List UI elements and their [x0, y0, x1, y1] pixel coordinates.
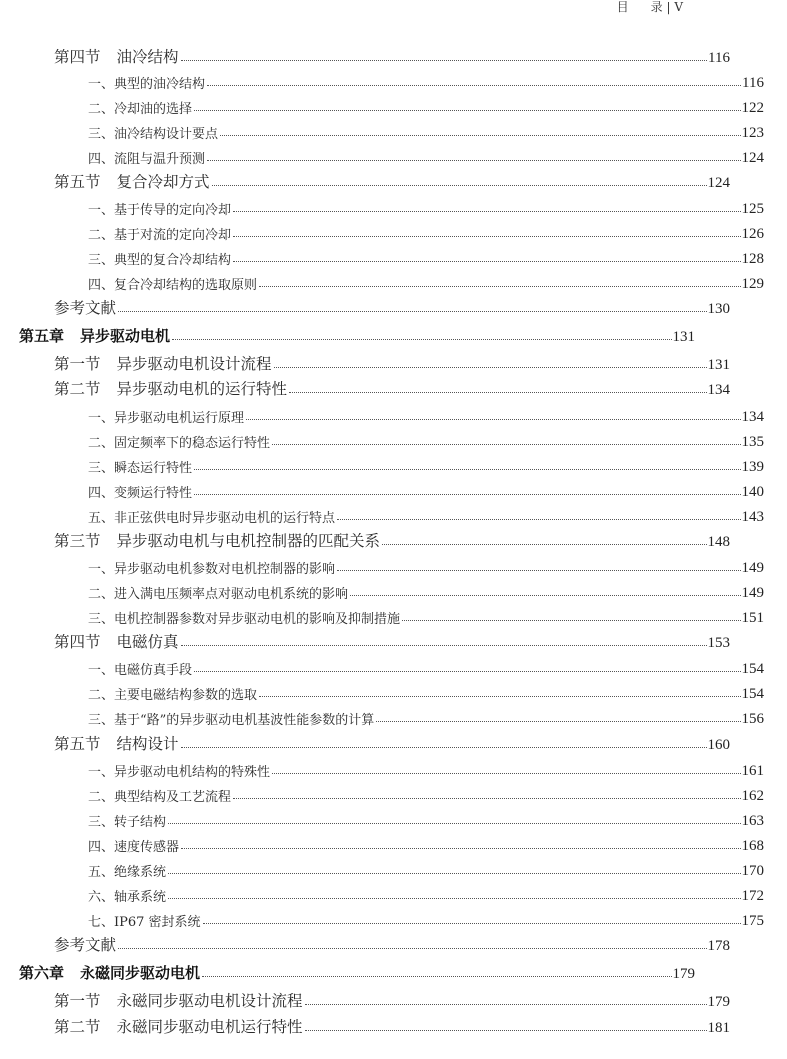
- toc-entry-item[interactable]: [0, 906, 787, 930]
- toc-entry-title: [88, 761, 270, 780]
- toc-entry-page: 153: [707, 635, 730, 651]
- toc-entry-title: [88, 407, 244, 426]
- toc-entry-number: 第五章: [19, 327, 65, 345]
- toc-entry-title: [88, 583, 348, 602]
- dot-leader: [402, 619, 740, 621]
- toc-entry-text: 二、基于对流的定向冷却: [88, 228, 232, 243]
- dot-leader: [233, 210, 740, 212]
- toc-entry-item[interactable]: [0, 781, 787, 805]
- toc-entry-title: [88, 274, 257, 293]
- toc-entry-item[interactable]: [0, 244, 787, 268]
- dot-leader: [259, 285, 740, 287]
- toc-entry-number: 第四节: [54, 48, 101, 66]
- toc-entry-title: [54, 352, 272, 374]
- toc-entry-text: 一、典型的油冷结构: [88, 77, 206, 92]
- dot-leader: [194, 468, 740, 470]
- toc-entry-text: 四、流阻与温升预测: [88, 152, 206, 167]
- dot-leader: [203, 922, 741, 924]
- toc-entry-page: 151: [741, 610, 764, 626]
- toc-entry-section[interactable]: [0, 168, 753, 192]
- toc-entry-title: [88, 886, 166, 905]
- toc-entry-item[interactable]: [0, 654, 787, 678]
- dot-leader: [337, 569, 740, 571]
- toc-entry-title: [54, 529, 380, 551]
- toc-entry-item[interactable]: [0, 269, 787, 293]
- dot-leader: [272, 443, 740, 445]
- toc-entry-text: 六、轴承系统: [88, 890, 167, 905]
- dot-leader: [207, 159, 740, 161]
- dot-leader: [118, 310, 706, 312]
- toc-entry-number: 第一节: [54, 992, 101, 1010]
- toc-entry-page: 134: [707, 382, 730, 398]
- toc-entry-number: 第五节: [54, 735, 101, 753]
- toc-entry-text: 七、IP67 密封系统: [88, 915, 201, 930]
- toc-entry-text: 参考文献: [54, 299, 117, 317]
- toc-entry-item[interactable]: [0, 402, 787, 426]
- toc-entry-page: 154: [741, 686, 764, 702]
- dot-leader: [181, 644, 707, 646]
- toc-entry-section[interactable]: [0, 628, 753, 652]
- dot-leader: [220, 134, 740, 136]
- toc-entry-item[interactable]: [0, 679, 787, 703]
- dot-leader: [168, 872, 740, 874]
- toc-entry-title: [88, 911, 201, 930]
- toc-entry-page: 139: [741, 459, 764, 475]
- toc-entry-title: [54, 732, 179, 754]
- toc-entry-page: 134: [741, 409, 764, 425]
- toc-entry-page: 122: [741, 100, 764, 116]
- toc-entry-page: 129: [741, 276, 764, 292]
- dot-leader: [194, 109, 740, 111]
- toc-entry-page: 124: [741, 150, 764, 166]
- toc-entry-text: 结构设计: [116, 735, 179, 753]
- toc-entry-text: 二、典型结构及工艺流程: [88, 790, 232, 805]
- toc-entry-section[interactable]: [0, 375, 753, 399]
- dot-leader: [212, 184, 707, 186]
- toc-entry-title: [54, 45, 179, 67]
- toc-entry-page: 162: [741, 788, 764, 804]
- toc-entry-text: 三、电机控制器参数对异步驱动电机的影响及抑制措施: [88, 612, 401, 627]
- toc-entry-page: 125: [741, 201, 764, 217]
- toc-entry-text: 四、复合冷却结构的选取原则: [88, 278, 258, 293]
- toc-entry-item[interactable]: [0, 831, 787, 855]
- toc-entry-title: [88, 836, 179, 855]
- toc-entry-text: 二、冷却油的选择: [88, 102, 193, 117]
- dot-leader: [181, 59, 708, 61]
- dot-leader: [181, 746, 707, 748]
- toc-entry-item[interactable]: [0, 553, 787, 577]
- toc-entry-text: 二、进入满电压频率点对驱动电机系统的影响: [88, 587, 349, 602]
- dot-leader: [168, 897, 740, 899]
- toc-entry-chapter[interactable]: [0, 322, 718, 346]
- toc-entry-page: 161: [741, 763, 764, 779]
- toc-entry-title: [54, 630, 179, 652]
- toc-entry-text: 三、转子结构: [88, 815, 167, 830]
- toc-entry-title: [54, 933, 116, 955]
- toc-entry-title: [88, 608, 400, 627]
- dot-leader: [350, 594, 740, 596]
- toc-entry-title: [88, 73, 205, 92]
- toc-entry-page: 135: [741, 434, 764, 450]
- toc-entry-section[interactable]: [0, 987, 753, 1011]
- toc-entry-item[interactable]: [0, 118, 787, 142]
- toc-entry-item[interactable]: [0, 427, 787, 451]
- toc-entry-title: [88, 709, 374, 728]
- toc-entry-item[interactable]: [0, 881, 787, 905]
- toc-entry-title: [88, 811, 166, 830]
- toc-entry-section[interactable]: [0, 294, 753, 318]
- dot-leader: [202, 975, 671, 977]
- toc-entry-text: 一、电磁仿真手段: [88, 663, 193, 678]
- toc-entry-number: 第一节: [54, 355, 101, 373]
- dot-leader: [305, 1029, 707, 1031]
- dot-leader: [305, 1003, 707, 1005]
- toc-entry-item[interactable]: [0, 477, 787, 501]
- toc-entry-item[interactable]: [0, 452, 787, 476]
- dot-leader: [172, 338, 671, 340]
- toc-entry-page: 140: [741, 484, 764, 500]
- toc-entry-page: 175: [741, 913, 764, 929]
- dot-leader: [233, 235, 740, 237]
- toc-entry-page: 156: [741, 711, 764, 727]
- toc-entry-title: [88, 786, 231, 805]
- toc-entry-item[interactable]: [0, 68, 787, 92]
- toc-entry-title: [88, 861, 166, 880]
- toc-entry-page: 128: [741, 251, 764, 267]
- header-right: 录 | V: [650, 0, 683, 14]
- toc-entry-number: 第四节: [54, 633, 101, 651]
- toc-entry-title: [88, 507, 335, 526]
- toc-entry-text: 二、固定频率下的稳态运行特性: [88, 436, 271, 451]
- toc-entry-page: 181: [707, 1020, 730, 1036]
- toc-entry-item[interactable]: [0, 603, 787, 627]
- toc-entry-title: [88, 98, 192, 117]
- toc-entry-text: 永磁同步驱动电机运行特性: [116, 1018, 303, 1036]
- toc-entry-page: 123: [741, 125, 764, 141]
- toc-entry-title: [88, 684, 257, 703]
- toc-entry-item[interactable]: [0, 704, 787, 728]
- toc-entry-text: 参考文献: [54, 936, 117, 954]
- toc-entry-page: 116: [742, 75, 764, 91]
- dot-leader: [181, 847, 740, 849]
- dot-leader: [259, 695, 740, 697]
- toc-entry-text: 五、绝缘系统: [88, 865, 167, 880]
- toc-entry-page: 160: [707, 737, 730, 753]
- toc-entry-title: [54, 170, 210, 192]
- toc-entry-page: 126: [741, 226, 764, 242]
- dot-leader: [246, 418, 740, 420]
- toc-entry-title: [88, 558, 335, 577]
- toc-entry-title: [88, 199, 231, 218]
- dot-leader: [337, 518, 740, 520]
- toc-entry-title: [19, 962, 200, 983]
- dot-leader: [376, 720, 740, 722]
- dot-leader: [272, 772, 740, 774]
- toc-entry-item[interactable]: [0, 143, 787, 167]
- toc-entry-item[interactable]: [0, 806, 787, 830]
- toc-entry-text: 一、异步驱动电机结构的特殊性: [88, 765, 271, 780]
- header-left: 目: [616, 0, 629, 14]
- dot-leader: [194, 493, 740, 495]
- toc-entry-page: 131: [672, 329, 695, 345]
- dot-leader: [118, 947, 706, 949]
- dot-leader: [207, 84, 741, 86]
- toc-entry-chapter[interactable]: [0, 959, 718, 983]
- toc-entry-text: 三、基于“路”的异步驱动电机基波性能参数的计算: [88, 713, 375, 728]
- dot-leader: [233, 260, 740, 262]
- toc-entry-page: 172: [741, 888, 764, 904]
- toc-entry-title: [88, 224, 231, 243]
- toc-entry-text: 异步驱动电机与电机控制器的匹配关系: [116, 532, 381, 550]
- toc-entry-text: 异步驱动电机的运行特性: [116, 380, 288, 398]
- toc-entry-page: 163: [741, 813, 764, 829]
- toc-entry-text: 一、异步驱动电机运行原理: [88, 411, 245, 426]
- toc-entry-section[interactable]: [0, 730, 753, 754]
- toc-entry-title: [54, 989, 303, 1011]
- toc-entry-section[interactable]: [0, 931, 753, 955]
- toc-entry-number: 第五节: [54, 173, 101, 191]
- toc-entry-text: 四、变频运行特性: [88, 486, 193, 501]
- toc-entry-text: 四、速度传感器: [88, 840, 180, 855]
- toc-entry-page: 148: [707, 534, 730, 550]
- toc-entry-page: 124: [707, 175, 730, 191]
- toc-entry-title: [54, 377, 287, 399]
- toc-entry-section[interactable]: [0, 43, 753, 67]
- toc-entry-text: 永磁同步驱动电机: [80, 964, 201, 982]
- dot-leader: [274, 366, 707, 368]
- toc-entry-title: [54, 1015, 303, 1037]
- toc-entry-item[interactable]: [0, 93, 787, 117]
- toc-entry-item[interactable]: [0, 502, 787, 526]
- toc-entry-item[interactable]: [0, 756, 787, 780]
- toc-entry-page: 149: [741, 585, 764, 601]
- toc-entry-number: 第六章: [19, 964, 65, 982]
- toc-entry-number: 第二节: [54, 1018, 101, 1036]
- toc-entry-number: 第三节: [54, 532, 101, 550]
- toc-entry-text: 五、非正弦供电时异步驱动电机的运行特点: [88, 511, 336, 526]
- toc-entry-text: 一、异步驱动电机参数对电机控制器的影响: [88, 562, 336, 577]
- toc-entry-page: 143: [741, 509, 764, 525]
- toc-entry-item[interactable]: [0, 856, 787, 880]
- toc-entry-page: 168: [741, 838, 764, 854]
- toc-entry-section[interactable]: [0, 1013, 753, 1037]
- toc-entry-page: 149: [741, 560, 764, 576]
- toc-entry-section[interactable]: [0, 527, 753, 551]
- dot-leader: [168, 822, 740, 824]
- running-header: [617, 0, 683, 15]
- toc-entry-title: [88, 659, 192, 678]
- toc-entry-item[interactable]: [0, 194, 787, 218]
- toc-entry-text: 复合冷却方式: [116, 173, 210, 191]
- toc-entry-title: [88, 123, 218, 142]
- toc-entry-item[interactable]: [0, 578, 787, 602]
- toc-entry-page: 179: [707, 994, 730, 1010]
- toc-entry-page: 178: [707, 938, 730, 954]
- toc-entry-text: 异步驱动电机设计流程: [116, 355, 272, 373]
- dot-leader: [382, 543, 706, 545]
- dot-leader: [233, 797, 740, 799]
- toc-entry-text: 电磁仿真: [116, 633, 179, 651]
- toc-entry-title: [88, 249, 231, 268]
- toc-entry-text: 油冷结构: [116, 48, 179, 66]
- toc-entry-title: [54, 296, 116, 318]
- toc-entry-number: 第二节: [54, 380, 101, 398]
- toc-entry-text: 三、典型的复合冷却结构: [88, 253, 232, 268]
- dot-leader: [289, 391, 706, 393]
- toc-entry-page: 116: [708, 50, 730, 66]
- toc-entry-title: [88, 432, 270, 451]
- toc-entry-title: [19, 325, 170, 346]
- toc-entry-item[interactable]: [0, 219, 787, 243]
- toc-entry-text: 永磁同步驱动电机设计流程: [116, 992, 303, 1010]
- toc-entry-text: 异步驱动电机: [80, 327, 171, 345]
- toc-entry-text: 一、基于传导的定向冷却: [88, 203, 232, 218]
- toc-entry-page: 131: [707, 357, 730, 373]
- dot-leader: [194, 670, 740, 672]
- toc-entry-title: [88, 148, 205, 167]
- toc-entry-page: 170: [741, 863, 764, 879]
- toc-entry-page: 154: [741, 661, 764, 677]
- toc-entry-section[interactable]: [0, 350, 753, 374]
- toc-entry-page: 130: [707, 301, 730, 317]
- toc-entry-text: 三、油冷结构设计要点: [88, 127, 219, 142]
- toc-entry-title: [88, 457, 192, 476]
- toc-entry-title: [88, 482, 192, 501]
- toc-entry-text: 二、主要电磁结构参数的选取: [88, 688, 258, 703]
- toc-entry-page: 179: [672, 966, 695, 982]
- toc-entry-text: 三、瞬态运行特性: [88, 461, 193, 476]
